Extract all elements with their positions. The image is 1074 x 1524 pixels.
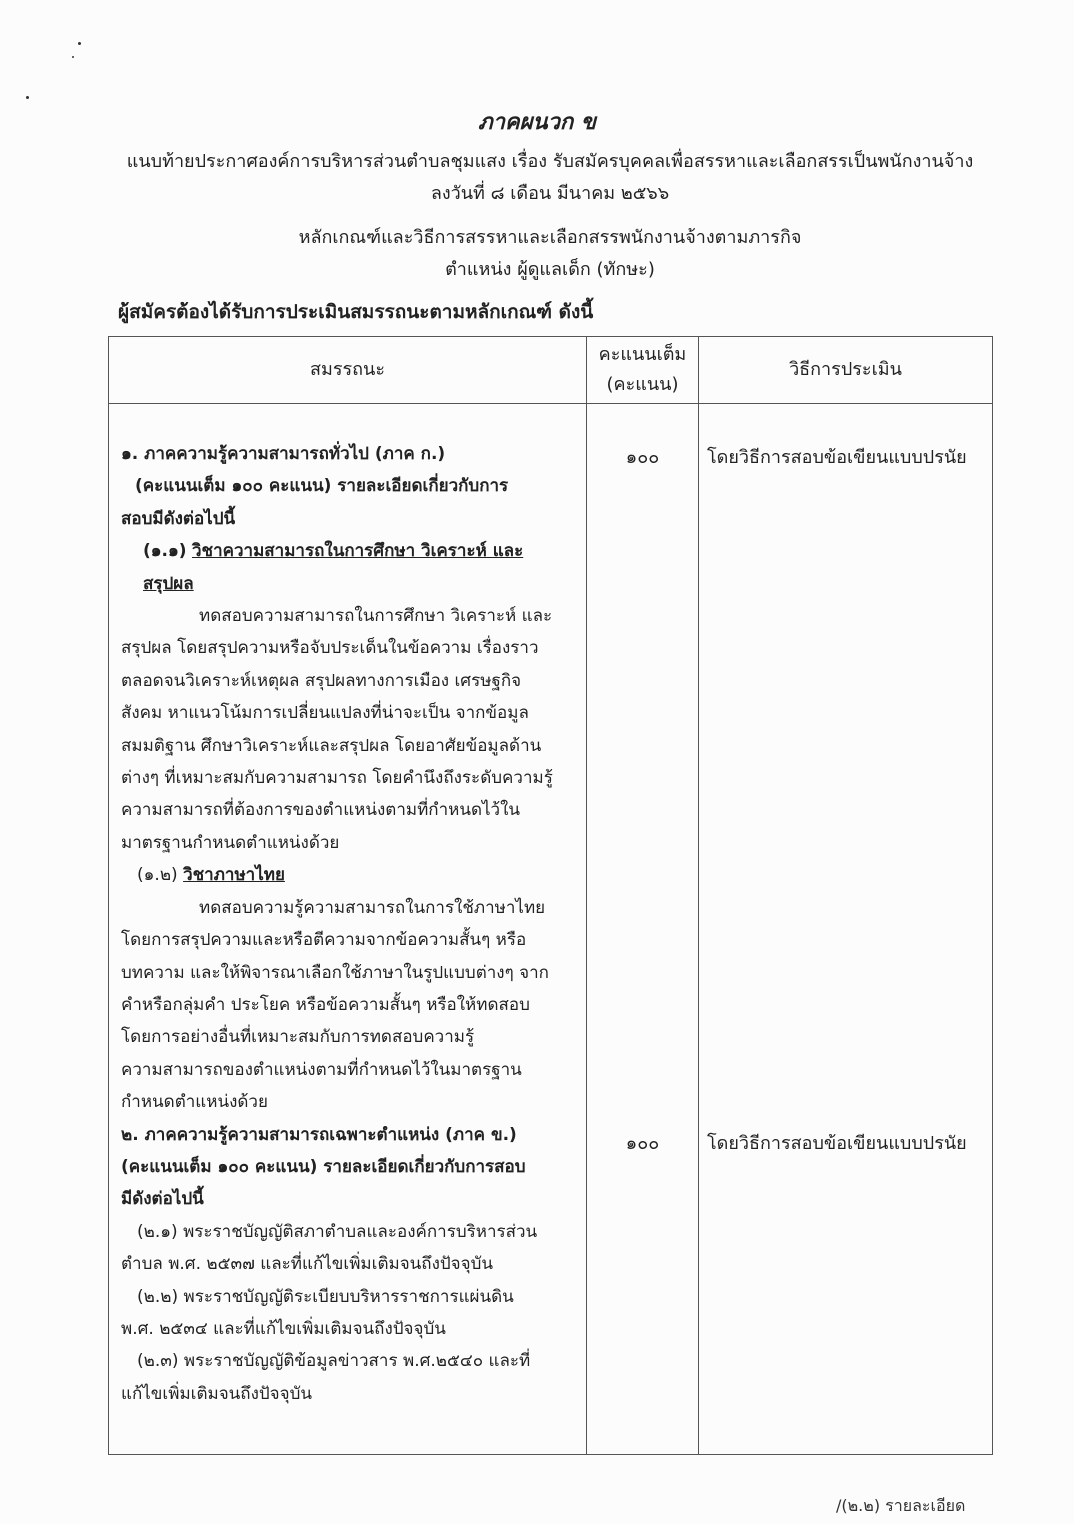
section2-desc: (คะแนนเต็ม ๑๐๐ คะแนน) รายละเอียดเกี่ยวกับการสอบ: [121, 1156, 526, 1177]
law-item: แก้ไขเพิ่มเติมจนถึงปัจจุบัน: [121, 1383, 313, 1404]
law-item: (๒.๒) พระราชบัญญัติระเบียบบริหารราชการแผ่นดิน: [137, 1286, 514, 1307]
section1-desc: (คะแนนเต็ม ๑๐๐ คะแนน) รายละเอียดเกี่ยวกับการ: [135, 476, 509, 497]
sub1-line: สมมติฐาน ศึกษาวิเคราะห์และสรุปผล โดยอาศัยข้อมูลด้าน: [121, 735, 542, 756]
header-score-line1: คะแนนเต็ม: [598, 344, 687, 365]
section2: [121, 1119, 574, 1411]
section2-title: ๒. ภาคความรู้ความสามารถเฉพาะตำแหน่ง (ภาค ข.): [121, 1124, 517, 1145]
header-score-line2: (คะแนน): [606, 374, 679, 395]
section1-title: ๑. ภาคความรู้ความสามารถทั่วไป (ภาค ก.): [121, 444, 446, 464]
law-item: พ.ศ. ๒๕๓๔ และที่แก้ไขเพิ่มเติมจนถึงปัจจุบัน: [121, 1318, 446, 1339]
sub2-line: ทดสอบความรู้ความสามารถในการใช้ภาษาไทย: [199, 897, 546, 918]
sub2-line: โดยการสรุปความและหรือตีความจากข้อความสั้นๆ หรือ: [121, 930, 527, 951]
sub1-line: มาตรฐานกำหนดตำแหน่งด้วย: [121, 832, 340, 853]
law-item: (๒.๑) พระราชบัญญัติสภาตำบลและองค์การบริหารส่วน: [137, 1221, 538, 1242]
sub2-title: วิชาภาษาไทย: [183, 865, 285, 886]
sub1-line: ตลอดจนวิเคราะห์เหตุผล สรุปผลทางการเมือง เศรษฐกิจ: [121, 670, 522, 691]
sub1-title: วิชาความสามารถในการศึกษา วิเคราะห์ และ: [192, 541, 524, 562]
table-row: [109, 404, 993, 1455]
sub2-line: โดยการอย่างอื่นที่เหมาะสมกับการทดสอบความรู้: [121, 1027, 475, 1048]
sub2-heading: [121, 859, 574, 891]
sub2-line: บทความ และให้พิจารณาเลือกใช้ภาษาในรูปแบบต่างๆ จาก: [121, 962, 549, 983]
position-heading: ตำแหน่ง ผู้ดูแลเด็ก (ทักษะ): [445, 259, 655, 280]
criteria-heading: หลักเกณฑ์และวิธีการสรรหาและเลือกสรรพนักงานจ้างตามภารกิจ: [298, 227, 802, 248]
sub1-number: (๑.๑): [143, 541, 187, 562]
sub2-line: กำหนดตำแหน่งด้วย: [121, 1092, 268, 1113]
law-item: ตำบล พ.ศ. ๒๕๓๗ และที่แก้ไขเพิ่มเติมจนถึงปัจจุบัน: [121, 1254, 493, 1275]
method-cell: [699, 404, 993, 1455]
announcement-subtitle: แนบท้ายประกาศองค์การบริหารส่วนตำบลชุมแสง เรื่อง รับสมัครบุคคลเพื่อสรรหาและเลือกสรรเป็นพนักงานจ้าง: [126, 151, 974, 172]
scan-speck: [72, 56, 74, 58]
sub2-line: ความสามารถของตำแหน่งตามที่กำหนดไว้ในมาตรฐาน: [121, 1059, 522, 1080]
law-item: (๒.๓) พระราชบัญญัติข้อมูลข่าวสาร พ.ศ.๒๕๔๐ และที่: [137, 1351, 531, 1372]
sub1-line: ความสามารถที่ต้องการของตำแหน่งตามที่กำหนดไว้ใน: [121, 800, 521, 821]
header-method: วิธีการประเมิน: [699, 337, 993, 404]
section2-score: ๑๐๐: [625, 1133, 660, 1154]
section1: [121, 438, 574, 1119]
page-title: ภาคผนวก ข: [478, 110, 596, 135]
sub1-heading-cont: [121, 568, 574, 600]
competency-cell: [109, 404, 587, 1455]
announcement-date: ลงวันที่ ๘ เดือน มีนาคม ๒๕๖๖: [430, 183, 670, 204]
section2-desc: มีดังต่อไปนี้: [121, 1189, 204, 1210]
sub1-line: สรุปผล โดยสรุปความหรือจับประเด็นในข้อความ เรื่องราว: [121, 638, 539, 659]
sub1-heading: [121, 535, 574, 567]
section2-method: โดยวิธีการสอบข้อเขียนแบบปรนัย: [707, 1133, 967, 1154]
section1-method: โดยวิธีการสอบข้อเขียนแบบปรนัย: [707, 447, 967, 468]
sub1-line: ทดสอบความสามารถในการศึกษา วิเคราะห์ และ: [199, 606, 553, 627]
scan-speck: [78, 42, 81, 45]
sub1-title: สรุปผล: [143, 573, 194, 594]
intro-heading: ผู้สมัครต้องได้รับการประเมินสมรรถนะตามหลักเกณฑ์ ดังนี้: [118, 301, 594, 323]
section1-desc: สอบมีดังต่อไปนี้: [121, 508, 236, 529]
header-score: [587, 337, 699, 404]
sub2-number: (๑.๒): [137, 865, 178, 886]
scan-speck: [26, 96, 29, 99]
sub1-line: ต่างๆ ที่เหมาะสมกับความสามารถ โดยคำนึงถึงระดับความรู้: [121, 768, 553, 789]
header-competency: สมรรถนะ: [109, 337, 587, 404]
competency-table: [108, 336, 993, 1455]
section1-score: ๑๐๐: [625, 447, 660, 468]
score-cell: [587, 404, 699, 1455]
sub2-line: คำหรือกลุ่มคำ ประโยค หรือข้อความสั้นๆ หรือให้ทดสอบ: [121, 994, 530, 1015]
table-header-row: [109, 337, 993, 404]
sub1-line: สังคม หาแนวโน้มการเปลี่ยนแปลงที่น่าจะเป็น จากข้อมูล: [121, 703, 529, 724]
page-footer-continuation: /(๒.๒) รายละเอียด: [836, 1496, 966, 1514]
